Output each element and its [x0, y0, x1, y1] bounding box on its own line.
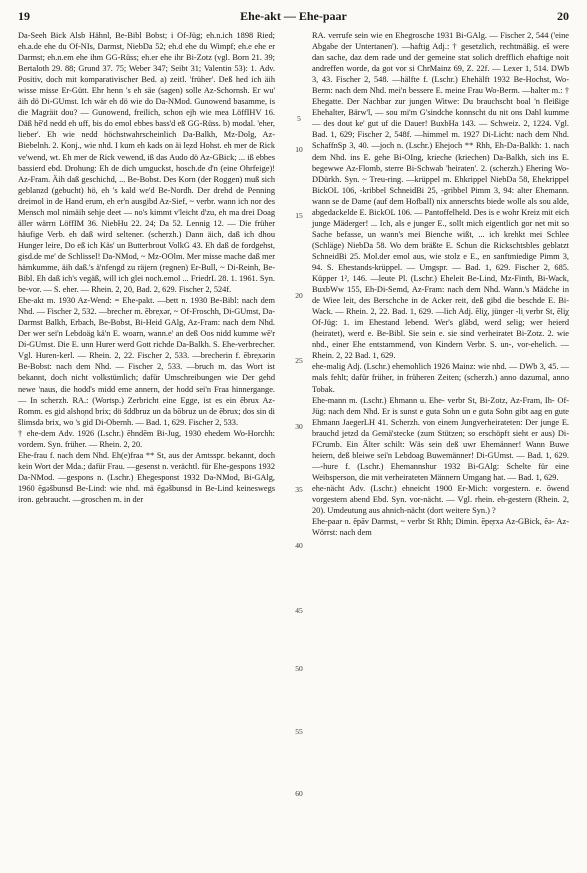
entry-ehe-groschen-cont: RA. verrufe sein wie en Ehegrosche 1931 Bi-GAlg. — Fischer 2, 544 ('eine Abgabe der Untertanen'). —haftig Adj.: † gesetzlich, rechtmäßig. eš were dan sache, daz dem rade und der gemeine stat solich drefflich ehaftige noit andreffen worde, da got vor si ChrMainz 69, Z. 22f. — Lexer 1, 514. DWb 3, 43. Fischer 2, 548. —hälfte f. (Lschr.) Ehehälft 1932 Be-Hochst, Wo-Berm: nach dem Nhd. mei'n bessere E. meine Frau Wo-Berm. —halter m.: † Ehegatte. Der Nachbar zur jungen Witwe: Du brauchscht boal 'n fleißige Ehehalter, Bärw'l, — sou mi'm G'sindche konnscht du nit ons Dahl kumme — des dout ke' gut uf die Dauer! BuxbHa 143. — Schweiz. 2, 1224. Vgl. Bad. 1, 629; Fischer 2, 548f. —himmel m. 1927 Di-Licht: nach dem Nhd. SchaffnSp 3, 40. —joch n. (Lschr.) Ehejoch ** Rhh, Eh-Da-Balkh: 1. nach dem Nhd. ins E. gehe Bi-OIng, krieche (kriechen) Da-Balkh, sich ins E. begewwe Az-Flomb, sterre Bi-Schwab 'heiraten'. 2. (scherzh.) Ehering Wo-DDürkh. Syn. ~ Treu-ring. —krüppel m. Ehkrippel NiebDa 58, Ehekrippel BickOL 106, -kribbel SchneidBi 25, -gribbel Pimm 3, 94: alter Ehemann. wann se de Dame (auf dem Hofball) nix annerschts biede wolle als sou alde, abgedackelde E. BickOL 106. — Pantoffelheld. Des is e wohr Kreiz mit eich junge Mäderger! ... Ich, als e junger E., sollt mich eigentlich gor net mit so Sache befasse, un wann's mei Bienche wißt, ... ich krehkt mei Schlee (Schläge) NiebDa 58. Wo dem bräßte E. Schun die Rickschtsbles geblatzt SchneidBi 25. Mol.der emol aus, wie stolz e E., en sanftmiedige Pimm 3, 94. S. Ehestands-krüppel. — Umgspr. — Bad. 1, 629. Fischer 2, 685. Küpper 1², 146. —leute Pl. (Lschr.) Eheleit Be-Lind, Mz-Finth, Bi-Wack, BuxbWw 155, Eh-Di-Semd, Az-Fram: nach dem Nhd. Wann.'s Mädche in de Wiee leit, des Berschche in de Acker reit, deß gibd die beschde E. Bi-Wack. — Rhein. 2, 22. Bad. 1, 629. —lich Adj. ēli̜χ, jünger -li̜ verbr St, ēli̜χ Of-Jüg: 1. im Ehestand lebend. Wer's gläbd, werd selig; wer heierd (heiratet), werd e. Be-Bibl. Sie sein e. sie sind verheiratet Bi-Zotz. 2. wie nhd., einer Ehe entstammend, von Kindern Verbr. S. un-, vor-ehelich. — Rhein. 2, 22 Bad. 1, 629. — [312, 31, 569, 361]
entry-ehe-naecht: ehe-nächt Adv. (Lschr.) ehneicht 1900 Er-Mich: vorgestern. e. ōwend vorgestern abend Ebd. Syn. vor-nächt. — Vgl. rhein. eh-gestern (Rhein. 2, 20). Umdeutung aus ahnich-nächt (dort weitere Syn.) ? — [312, 483, 569, 516]
line-number: 10 — [295, 145, 303, 154]
line-number: 20 — [295, 291, 303, 300]
line-number: 55 — [295, 727, 303, 736]
entry-ehe-mann: Ehe-mann m. (Lschr.) Ehmann u. Ehe- verbr St, Bi-Zotz, Az-Fram, Ih- Of-Jüg: nach dem Nhd. Er is sunst e guta Sohn un e guta Sohn gibt aag en gute Ehmann JaegerLH 41. Scherzh. von einem Jungverheirateten: Der junge E. brauchd jetzd da Gemä'stecke (zum Stützen; so erschöpft sieht er aus) Di-FCrumb. Ein Älter schilt: Wäs sein deß uwr Ehemänner! Wann Buwe heiern, deß bleiwe sei'n Lebdoag Buwemänner! Di-GUmst. — Bad. 1, 629. —-hure f. (Lschr.) Ehemannshur 1932 Bi-GAlg: Schelte für eine Weibsperson, die mit verheirateten Männern Umgang hat. — Bad. 1, 629. — [312, 395, 569, 482]
running-header — [18, 9, 569, 25]
line-number: 45 — [295, 606, 303, 615]
line-number: 25 — [295, 356, 303, 365]
entry-ehe-malig: ehe-malig Adj. (Lschr.) ehemohlich 1926 Mainz: wie nhd. — DWb 3, 45. —mals fehlt; dafür früher, in früheren Zeiten; (scherzh.) anno dazumal, anno Tobak. — [312, 362, 569, 394]
entry-ehe-frau: Ehe-frau f. nach dem Nhd. Eh(e)fraa ** St, aus der Amtsspr. bekannt, doch kein Wort der Mda.; dafür Frau. —gesenst n. verächtl. für Ehe-gespons 1932 Da-NMod. —gespons n. (Lschr.) Ehegesponst 1932 Da-NMod, Bi-GAlg, 1960 ēgəšbunsd Be-Lind: wie nhd. mä ēgəšbunsd in Be-Lind keineswegs iron. gebraucht. —groschen m. in der — [18, 450, 275, 504]
page-number-left: 19 — [18, 9, 30, 23]
line-number: 30 — [295, 422, 303, 431]
left-column — [18, 30, 275, 505]
line-number: 35 — [295, 485, 303, 494]
right-column — [312, 30, 569, 538]
line-number: 5 — [297, 114, 301, 123]
header-title: Ehe-akt — Ehe-paar — [240, 9, 347, 23]
line-number: 60 — [295, 789, 303, 798]
line-number: 15 — [295, 211, 303, 220]
entry-ehe: Da-Seeh Bick Alsb Hähnl, Be-Bibl Bobst; i Of-Jüg; eh.n.ich 1898 Ried; eh.a.de ehe du Of-NIs, Darmst, NiebDa 52; eh.d ehe du Wimpf; eh.e ehe er Darmst; eh.n.em ehe ihm GG-Rüss; eh.er ehe ihr Bi-Zotz (vgl. Born 21. 39; Bertaloth 29. 88; Grund 37. 75; Weber 347; Seibt 31; Valentin 53): 1. Adv. Positiv, doch mit komparativischer Bed. a) zeitl. 'früher'. Deß hed ich äih wisse misse Er-Gütt. Ehr henn 's eh säe (sagen) solle Az-Schornsh. Er wu' äih dö Di-GUmst. Ich wär eh dö wie do Da-NMod. Gunowend basamme, is die Magräit dou? — Gunowend, freilich, schon ejh wie mea LöffIHV 16. Däß hē'd nedd eh uff, bis do emol ebbes bass'd eß GG-Rüss. b) modal. 'eher, lieber'. Eh wie nedd höchstwahrscheinlich Da-Balkh, Mz-Dolg, Az-Biebelnh. 2. Konj., wie nhd. I kum eh kads on äi le̜zd Hohst. eh mer de Rick ve'wend, wt. Eh mer de Rick vewend, iß das Audo dö Az-GBick; ... iß ebbes bassierd ebd. Drohung: Eh de dich umguckst, hosch.de d'n (eine Ohrfeige)! Az-Fram. Äih daß geschichd, ... Be-Bobst. Des Korn (der Roggen) muß sich geblanzd (gebucht) hö, eh 's kald we'd Be-Nordh. Der drehd de Penning dreimol in de Hand erum, eh er'n ausgibd Az-Sief, ~ verbr. wann ich nor des Mensch mol nimäih sehje deet — no's kimmt v'leicht d'zu, eh ma drei Doag äller wärrn LöffIM 36. NiebHu 22. 24; Da 52. Lennig 12. — Die früher häufige Verb. eh daß wird seltener. (scherzh.) Dann äich, daß ich dhou Hunger leire, Do eß ich Käs' un Butterbrout VolkG 43. Eh daß de fordgehst, gisd.de me' de Schlissel! Da-NMod, ~ Mz-OOlm. Mer misse mache daß mer hämkumme, äih daß.'s ä'nfengd zu räjern (regnen) Er-Bull, ~ Di-Reinh, Be-Bibl. Eh daß ich's vegäß, will ich glei noch.emol ... FriedrL 28. 1. 1961. Syn. be-vor. — S. eher. — Rhein. 2, 20, Bad. 2, 629. Fischer 2, 524f. — [18, 31, 275, 295]
entry-ehe-paar: Ehe-paar n. ēpāv Darmst, ~ verbr St Rhh; Dimin. ēpe̜rxə Az-GBick, ēə- Az-Wörrst: nach dem — [312, 517, 569, 538]
entry-ehe-dem: † ehe-dem Adv. 1926 (Lschr.) ēhndēm Bi-Jug, 1930 ehedem Wo-Horchh: vordem. Syn. früher. — Rhein. 2, 20. — [18, 428, 275, 449]
entry-ehe-akt: Ehe-akt m. 1930 Az-Wend: = Ehe-pakt. —bett n. 1930 Be-Bibl: nach dem Nhd. — Fischer 2, 532. —brecher m. ēbre̜xər, ~ Of-Froschh, Di-GUmst, Da-Darmst Balkh, Erbach, Be-Bobst, Bi-Heid GAlg, Az-Fram: nach dem Nhd. Der wer sei'n Lebdoäg kä'n E. woarn, wann.e' an deß Oos nidd kumme wē'r Di-GUmst. Die E. unn Hurer werd Gott richde Da-Balkh. S. Ehe-verbrecher. Vgl. Huren-kerl. — Rhein. 2, 22. Fischer 2, 533. —brecherin f. ēbre̜xərin Be-Bobst: nach dem Nhd. — Fischer 2, 533. —bruch m. das Wort ist bekannt, doch nicht volkstümlich; dafür Umschreibungen wie Der gehd newe 'naus, die hodd's midd eme annern, der hodd sei'n Fraa hinnergange. — In scherzh. RA.: (Wortsp.) Zerbricht eine Egge, ist es ein ēbrux Az-Romm. es gid alsho̜nd brix; dö šddbruz un da bōbruz un de ēbrux; dos sin di šlimsdə brix, wo 's gid Di-Obernh. — Bad. 1, 629. Fischer 2, 533. — [18, 296, 275, 427]
line-number: 40 — [295, 541, 303, 550]
line-number: 50 — [295, 664, 303, 673]
page-number-right: 20 — [557, 9, 569, 23]
